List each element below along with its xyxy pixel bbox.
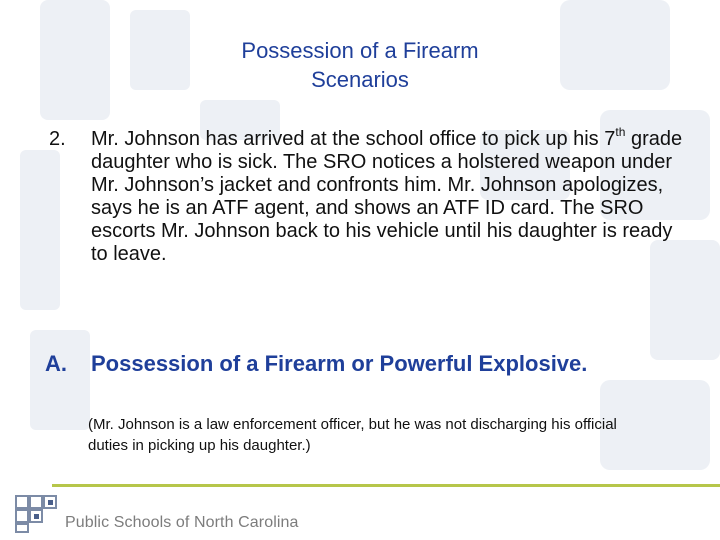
answer-heading: Possession of a Firearm or Powerful Explosive. bbox=[91, 351, 588, 376]
scenario-text-part2: grade daughter who is sick. The SRO notices a holstered weapon under Mr. Johnson’s jacket and confronts him. Mr. Johnson apologizes, says he is an ATF agent, and shows an ATF ID card. The SRO escorts Mr. Johnson back to his vehicle until his daughter is ready to leave. bbox=[91, 128, 683, 265]
slide-title-line1: Possession of a Firearm bbox=[241, 38, 479, 63]
footer-divider bbox=[52, 484, 720, 487]
answer-note: (Mr. Johnson is a law enforcement officer, but he was not discharging his official duties in picking up his daughter.) bbox=[88, 416, 617, 454]
footer-organization: Public Schools of North Carolina bbox=[65, 514, 299, 531]
slide-title bbox=[0, 36, 720, 94]
slide-title-line2: Scenarios bbox=[311, 67, 409, 92]
scenario-number: 2. bbox=[49, 128, 66, 150]
scenario-superscript: th bbox=[615, 125, 626, 140]
answer-letter: A. bbox=[45, 351, 67, 376]
scenario-text-part1: Mr. Johnson has arrived at the school office to pick up his 7 bbox=[91, 128, 616, 150]
dpi-logo-icon bbox=[14, 494, 60, 534]
scenario-text bbox=[91, 125, 691, 266]
